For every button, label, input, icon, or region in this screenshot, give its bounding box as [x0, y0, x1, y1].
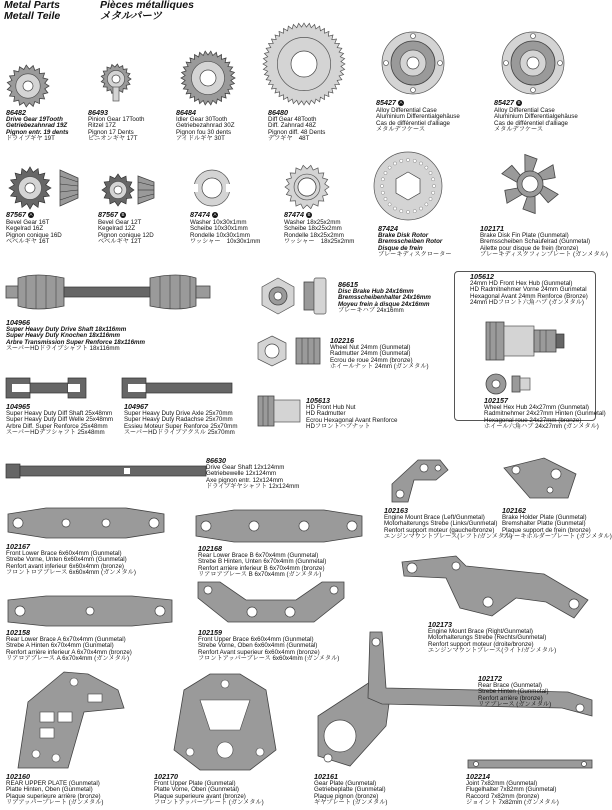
- part-desc-jp: ブレーキホルダープレート (ガンメタル): [502, 533, 612, 541]
- part-desc-en: Bevel Gear 16T: [6, 218, 50, 226]
- part-label-102168: [198, 546, 326, 579]
- part-number: 102160: [6, 772, 30, 781]
- part-desc-jp: スーパーHDドライブシャフト 18x116mm: [6, 345, 120, 353]
- part-label-87474-10x30: [190, 212, 260, 246]
- part-number: 102161: [314, 772, 338, 781]
- part-desc-en: Alloy Differential Case: [376, 106, 437, 114]
- idler-gear-30t-image: [180, 50, 236, 106]
- part-desc-jp: エンジンマウントブレース(ライト/ガンメタル): [428, 647, 557, 655]
- part-label-102172: [478, 676, 551, 709]
- joint-7x82-image: [468, 756, 592, 772]
- part-desc-de: Aluminium Differentialgehäuse: [376, 113, 460, 121]
- engine-mount-brace-left-image: [384, 454, 454, 506]
- part-label-102159: [198, 630, 339, 663]
- part-number: 87567: [98, 210, 118, 219]
- hd-front-hex-hub-image: [482, 312, 568, 370]
- part-desc-en: Super Heavy Duty Drive Shaft 18x116mm: [6, 325, 127, 333]
- part-label-102214: [466, 774, 559, 807]
- alloy-diff-case-b-image: [500, 30, 566, 96]
- part-label-102171: [480, 226, 608, 259]
- part-desc-jp: ホイール六角ハブ 24x27mm (ガンメタル): [484, 423, 599, 431]
- part-desc-fr: Hexagonal Avant 24mm Renforce (Bronze): [470, 292, 588, 300]
- part-desc-fr: Renfort arrière inferieur B 6x70x4mm (bronze): [198, 564, 325, 572]
- part-label-86493: [88, 110, 144, 143]
- part-desc-en: Engine Mount Brace (Left/Gunmetal): [384, 513, 485, 521]
- part-desc-fr: Raccord 7x82mm (bronze): [466, 792, 540, 800]
- drive-shaft-18x116-image: [6, 270, 212, 316]
- part-desc-jp: ブレーキハブ 24x16mm: [338, 307, 404, 315]
- part-label-86484: [176, 110, 234, 143]
- part-number: 87567: [6, 210, 26, 219]
- part-desc-de: Strebe B Hinten, Unten 6x70x4mm (Gunmetal): [198, 558, 327, 566]
- part-number: 87474: [284, 210, 304, 219]
- part-desc-en: Gear Plate (Gunmetal): [314, 779, 377, 787]
- part-desc-de: Ritzel 17Z: [88, 122, 116, 130]
- part-number: 86482: [6, 108, 26, 117]
- part-desc-fr: Plaque support de frein (bronze): [502, 526, 591, 534]
- part-desc-jp: ベベルギヤ 12T: [98, 238, 142, 246]
- part-desc-en: Idler Gear 30Tooth: [176, 115, 228, 123]
- part-desc-de: Strebe A Hinten 6x70x4mm (Gunmetal): [6, 642, 114, 650]
- part-desc-de: Getriebewelle 12x124mm: [206, 470, 277, 478]
- part-label-102162: [502, 508, 612, 541]
- part-number: 102168: [198, 544, 222, 553]
- part-desc-fr: Renfort support moteur (droite/bronze): [428, 640, 534, 648]
- part-desc-fr: Rondelle 10x30x1mm: [190, 231, 250, 239]
- part-number: 105613: [306, 396, 330, 405]
- part-number: 86615: [338, 280, 358, 289]
- part-desc-en: REAR UPPER PLATE (Gunmetal): [6, 779, 100, 787]
- part-desc-en: Bevel Gear 12T: [98, 218, 142, 226]
- drive-axle-25x70-image: [122, 376, 232, 400]
- part-desc-jp: ワッシャー 18x25x2mm: [284, 238, 355, 246]
- part-desc-fr: Pignon entr. 19 dents: [6, 128, 69, 136]
- part-desc-fr: Renfort arrière (bronze): [478, 694, 543, 702]
- part-desc-en: Brake Holder Plate (Gunmetal): [502, 513, 587, 521]
- part-number: 85427: [376, 98, 396, 107]
- part-number: 85427: [494, 98, 514, 107]
- diff-gear-48t-image: [262, 22, 346, 106]
- part-desc-de: Scheibe 18x25x2mm: [284, 225, 342, 233]
- part-desc-en: HD Front Hub Nut: [306, 403, 356, 411]
- part-desc-fr: Ecrou de roue 24mm (bronze): [330, 356, 413, 364]
- part-desc-jp: ジョイント 7x82mm (ガンメタル): [466, 799, 559, 807]
- part-desc-jp: ブレーキディスクローター: [378, 251, 452, 259]
- variant-badge-icon: A: [29, 212, 33, 218]
- part-desc-jp: リアロアブレース B 6x70x4mm (ガンメタル): [198, 571, 322, 579]
- part-label-86630: [206, 458, 299, 491]
- rear-lower-brace-b-image: [194, 506, 364, 546]
- part-desc-jp: ピニオンギヤ 17T: [88, 135, 138, 143]
- part-number: 102214: [466, 772, 490, 781]
- part-desc-jp: スーパーHDデフシャフト 25x48mm: [6, 429, 105, 437]
- part-desc-fr: Cas de différentiel d'alliage: [376, 119, 450, 127]
- part-desc-fr: Pignon conique 16D: [6, 231, 62, 239]
- part-desc-jp: HDフロントハブナット: [306, 423, 371, 431]
- part-desc-en: Pinion Gear 17Tooth: [88, 115, 145, 123]
- brake-holder-plate-image: [500, 454, 580, 506]
- part-desc-de: Radmutter 24mm (Gunmetal): [330, 350, 411, 358]
- part-desc-fr: Cas de différentiel d'alliage: [494, 119, 568, 127]
- bevel-gear-16t-image: [8, 166, 84, 210]
- part-number: 86480: [268, 108, 288, 117]
- header-fr: Pièces métalliques: [100, 0, 194, 11]
- part-desc-de: Strebe Hinten (Gunmetal): [478, 688, 549, 696]
- part-label-85427-b: [494, 100, 578, 134]
- part-desc-de: Super Heavy Duty Knochen 18x116mm: [6, 332, 121, 340]
- part-desc-en: Washer 18x25x2mm: [284, 218, 341, 226]
- hd-front-hub-nut-image: [484, 372, 538, 396]
- wheel-hex-hub-image: [256, 394, 306, 428]
- part-label-104965: [6, 404, 113, 437]
- part-desc-fr: Arbre Transmission Super Renforce 18x116mm: [6, 338, 146, 346]
- front-upper-plate-image: [170, 670, 280, 772]
- part-desc-jp: ベベルギヤ 16T: [6, 238, 50, 246]
- part-desc-en: Diff Gear 48Tooth: [268, 115, 317, 123]
- part-number: 102172: [478, 674, 502, 683]
- part-number: 86493: [88, 108, 108, 117]
- rear-upper-plate-image: [8, 668, 128, 772]
- front-lower-brace-image: [6, 506, 166, 540]
- part-desc-de: HD Radmutter: [306, 410, 346, 418]
- part-desc-de: Aluminium Differentialgehäuse: [494, 113, 578, 121]
- rear-lower-brace-a-image: [6, 594, 174, 628]
- part-desc-en: Rear Brace (Gunmetal): [478, 681, 542, 689]
- part-desc-fr: Pignon 17 Dents: [88, 128, 134, 136]
- part-desc-en: Brake Disk Fin Plate (Gunmetal): [480, 231, 569, 239]
- variant-badge-icon: A: [213, 212, 217, 218]
- part-desc-jp: リアアッパープレート (ガンメタル): [6, 799, 104, 807]
- part-desc-de: Getriebeplatte (Gunmetal): [314, 786, 386, 794]
- part-label-102160: [6, 774, 103, 807]
- part-desc-jp: リアロアブレース A 6x70x4mm (ガンメタル): [6, 655, 130, 663]
- part-label-87567-16t: [6, 212, 62, 246]
- part-desc-en: Drive Gear 19Tooth: [6, 115, 63, 123]
- part-desc-jp: フロントアッパープレート (ガンメタル): [154, 799, 264, 807]
- part-desc-jp: エンジンマウントブレース(レフト/ガンメタル): [384, 533, 513, 541]
- part-label-102157: [306, 398, 397, 431]
- front-upper-brace-image: [196, 578, 346, 628]
- part-number: 102170: [154, 772, 178, 781]
- part-number: 102171: [480, 224, 504, 233]
- part-desc-fr: Rondelle 18x25x2mm: [284, 231, 344, 239]
- part-desc-de: Flugelhalter 7x82mm (Gunmetal): [466, 786, 557, 794]
- part-desc-en: Super Heavy Duty Drive Axle 25x70mm: [124, 409, 233, 417]
- part-desc-jp: ギヤプレート (ガンメタル): [314, 799, 388, 807]
- part-desc-jp: フロントロアブレース 6x60x4mm (ガンメタル): [6, 569, 136, 577]
- part-desc-fr: Ailette pour disque de frein (bronze): [480, 244, 579, 252]
- part-label-104967: [124, 404, 238, 437]
- part-label-85427-a: [376, 100, 460, 134]
- part-desc-de: Scheibe 10x30x1mm: [190, 225, 248, 233]
- part-desc-en: Wheel Hex Hub 24x27mm (Gunmetal): [484, 403, 589, 411]
- header-left: [4, 0, 60, 22]
- part-desc-jp: 24mm HDフロント六角ハブ (ガンメタル): [470, 299, 584, 307]
- part-label-102163: [384, 508, 512, 541]
- part-label-105612: [470, 274, 588, 307]
- part-desc-fr: Renfort support moteur (gauche/bronze): [384, 526, 495, 534]
- part-desc-jp: ブレーキディスクフィンプレート (ガンメタル): [480, 251, 608, 259]
- part-number: 104965: [6, 402, 30, 411]
- part-desc-de: Kegelrad 16Z: [6, 225, 44, 233]
- part-desc-de: Radmitnehmer 24x27mm Hinten (Gunmetal): [484, 410, 606, 418]
- part-label-102170: [154, 774, 264, 807]
- part-desc-en: Front Upper Brace 6x60x4mm (Gunmetal): [198, 635, 314, 643]
- part-number: 102163: [384, 506, 408, 515]
- part-desc-de: Bremshalter Platte (Gunmetal): [502, 520, 586, 528]
- variant-badge-icon: A: [399, 100, 403, 106]
- part-label-102158: [6, 630, 132, 663]
- part-desc-de: Bremsscheiben Schaufelrad (Gunmetal): [480, 238, 591, 246]
- engine-mount-brace-right-image: [396, 552, 592, 622]
- part-desc-fr: Essieu Moteur Super Renforce 25x70mm: [124, 422, 238, 430]
- part-desc-de: Diff. Zahnrad 48Z: [268, 122, 317, 130]
- part-number: 102159: [198, 628, 222, 637]
- part-desc-en: Washer 10x30x1mm: [190, 218, 247, 226]
- part-desc-fr: Ecrou Hexagonal Avant Renforce: [306, 416, 398, 424]
- part-desc-en: Brake Disk Rotor: [378, 231, 429, 239]
- part-number: 104967: [124, 402, 148, 411]
- part-label-87567-12t: [98, 212, 154, 246]
- part-desc-en: Drive Gear Shaft 12x124mm: [206, 463, 285, 471]
- part-desc-en: 24mm HD Front Hex Hub (Gunmetal): [470, 279, 573, 287]
- part-desc-en: Engine Mount Brace (Right/Gunmetal): [428, 627, 533, 635]
- part-desc-fr: Plaque pignon (bronze): [314, 792, 379, 800]
- part-desc-de: Getriebezahnrad 30Z: [176, 122, 235, 130]
- part-label-86480: [268, 110, 325, 143]
- part-label-86482: [6, 110, 69, 143]
- part-desc-jp: フロントアッパーブレース 6x60x4mm (ガンメタル): [198, 655, 340, 663]
- part-number: 102167: [6, 542, 30, 551]
- part-label-87424: [378, 226, 452, 259]
- part-number: 102157: [484, 396, 508, 405]
- part-desc-fr: Pignon diff. 48 Dents: [268, 128, 326, 136]
- part-number: 105612: [470, 272, 494, 281]
- part-desc-fr: Hexagonal roue 24x27mm (bronze): [484, 416, 582, 424]
- part-desc-fr: Renfort avant inferieur 6x60x4mm (bronze): [6, 562, 124, 570]
- part-desc-jp: メタルデフケース: [494, 126, 544, 134]
- part-desc-fr: Arbre Diff. Super Renforce 25x48mm: [6, 422, 108, 430]
- pinion-gear-17t-image: [98, 63, 134, 99]
- part-desc-de: Platte Hinten, Oben (Gunmetal): [6, 786, 93, 794]
- part-label-102216: [330, 338, 429, 371]
- part-desc-de: Super Heavy Duty Radachse 25x70mm: [124, 416, 233, 424]
- part-desc-de: Strebe Vorne, Unten 6x60x4mm (Gunmetal): [6, 556, 127, 564]
- disc-brake-hub-image: [258, 276, 298, 316]
- part-label-86615: [338, 282, 431, 315]
- part-desc-fr: Axe pignon entr. 12x124mm: [206, 476, 284, 484]
- part-desc-fr: Moyeu frein à disque 24x16mm: [338, 300, 430, 308]
- alloy-diff-case-a-image: [380, 30, 446, 96]
- part-desc-de: Motorhalterungs Strebe (Rechts/Gunmetal): [428, 634, 547, 642]
- part-number: 102216: [330, 336, 354, 345]
- variant-badge-icon: B: [121, 212, 125, 218]
- part-number: 102158: [6, 628, 30, 637]
- part-desc-de: Strebe Vorne, Oben 6x60x4mm (Gunmetal): [198, 642, 318, 650]
- part-number: 102162: [502, 506, 526, 515]
- part-desc-jp: ワッシャー 10x30x1mm: [190, 238, 261, 246]
- part-number: 86630: [206, 456, 226, 465]
- part-desc-en: Front Upper Plate (Gunmetal): [154, 779, 236, 787]
- header-jp: メタルパーツ: [100, 10, 162, 22]
- drive-gear-19t-image: [6, 64, 50, 108]
- part-desc-de: Platte Vorne, Oben (Gunmetal): [154, 786, 239, 794]
- part-desc-en: Front Lower Brace 6x60x4mm (Gunmetal): [6, 549, 122, 557]
- part-label-104966: [6, 320, 145, 353]
- part-desc-en: Alloy Differential Case: [494, 106, 555, 114]
- part-number: 87474: [190, 210, 210, 219]
- part-desc-fr: Pignon fou 30 dents: [176, 128, 232, 136]
- part-desc-de: Getriebezahnrad 19Z: [6, 122, 68, 130]
- part-desc-de: HD Radmitnehmer Vorne 24mm Gunmetal: [470, 286, 587, 294]
- washer-10x30-image: [192, 168, 232, 208]
- part-desc-jp: リアブレース (ガンメタル): [478, 701, 552, 709]
- variant-badge-icon: B: [307, 212, 311, 218]
- part-desc-jp: アイドルギヤ 30T: [176, 135, 225, 143]
- part-label-105613: [484, 398, 606, 431]
- part-desc-en: Wheel Nut 24mm (Gunmetal): [330, 343, 411, 351]
- part-desc-jp: メタルデフケース: [376, 126, 426, 134]
- part-desc-jp: ドライブギヤ 19T: [6, 135, 55, 143]
- diff-shaft-25x48-image: [6, 376, 86, 400]
- part-desc-en: Disc Brake Hub 24x16mm: [338, 287, 414, 295]
- brake-disk-rotor-image: [372, 150, 444, 222]
- part-desc-de: Bremsscheibenhalter 24x16mm: [338, 294, 431, 302]
- brake-disk-fin-plate-image: [498, 152, 562, 216]
- part-desc-fr: Pignon conique 12D: [98, 231, 154, 239]
- drive-gear-shaft-image: [6, 462, 206, 480]
- variant-badge-icon: B: [517, 100, 521, 106]
- part-desc-de: Motorhalterungs Strebe (Links/Gunmetal): [384, 520, 498, 528]
- part-desc-de: Kegelrad 12Z: [98, 225, 136, 233]
- header-en: Metal Parts: [4, 0, 61, 11]
- part-label-87474-18x25: [284, 212, 354, 246]
- part-desc-jp: ホイールナット 24mm (ガンメタル): [330, 363, 429, 371]
- part-desc-jp: ドライブギヤシャフト 12x124mm: [206, 483, 300, 491]
- part-desc-de: Bremsscheiben Rotor: [378, 238, 443, 246]
- part-desc-jp: スーパーHDドライブアクスル 25x70mm: [124, 429, 235, 437]
- part-desc-fr: Plaque superieure avant (bronze): [154, 792, 246, 800]
- part-number: 86484: [176, 108, 196, 117]
- part-number: 87424: [378, 224, 398, 233]
- part-desc-fr: Plaque superieure arrière (bronze): [6, 792, 101, 800]
- disc-brake-hub-side-image: [302, 276, 330, 316]
- part-desc-en: Joint 7x82mm (Gunmetal): [466, 779, 538, 787]
- wheel-nut-24mm-image: [256, 334, 328, 368]
- part-desc-en: Rear Lower Brace A 6x70x4mm (Gunmetal): [6, 635, 126, 643]
- part-desc-jp: デフギヤ 48T: [268, 135, 310, 143]
- part-label-102161: [314, 774, 387, 807]
- bevel-gear-12t-image: [100, 172, 160, 208]
- washer-18x25-image: [284, 164, 330, 210]
- part-number: 104966: [6, 318, 30, 327]
- part-label-102167: [6, 544, 136, 577]
- part-number: 102173: [428, 620, 452, 629]
- part-desc-fr: Renfort Avant superieur 6x60x4mm (bronze): [198, 648, 320, 656]
- part-desc-fr: Disque de frein: [378, 244, 423, 252]
- part-desc-de: Super Heavy Duty Diff Welle 25x48mm: [6, 416, 114, 424]
- header-right: [100, 0, 194, 22]
- part-desc-en: Rear Lower Brace B 6x70x4mm (Gunmetal): [198, 551, 319, 559]
- header-de: Metall Teile: [4, 10, 61, 22]
- part-desc-fr: Renfort arrière inferieur A 6x70x4mm (bronze): [6, 648, 132, 656]
- part-desc-en: Super Heavy Duty Diff Shaft 25x48mm: [6, 409, 113, 417]
